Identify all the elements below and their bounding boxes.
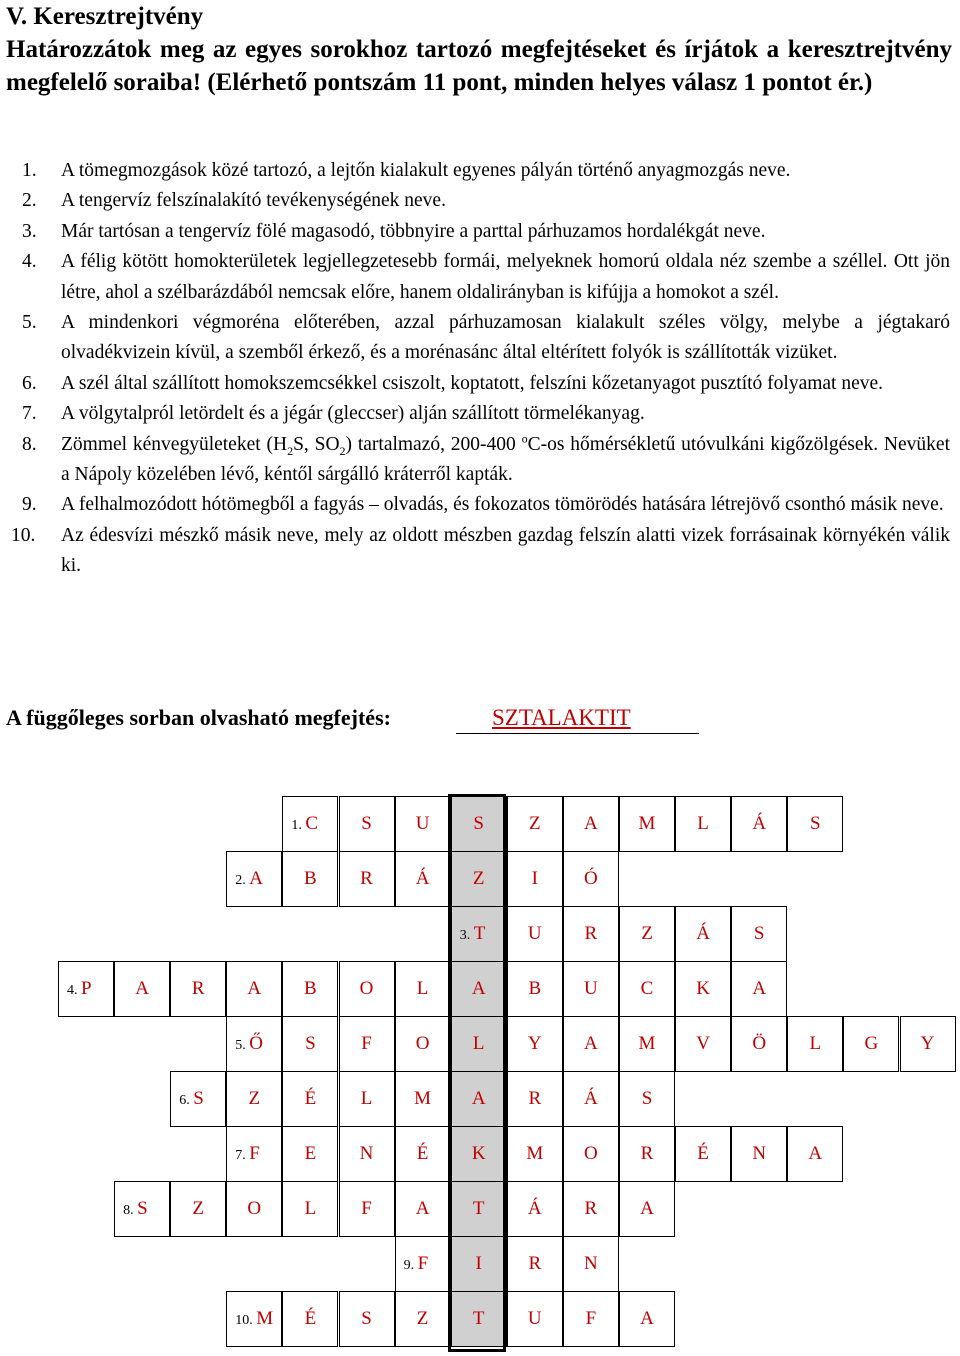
- crossword-cell[interactable]: [170, 961, 226, 1017]
- crossword-cell[interactable]: [619, 1126, 675, 1182]
- crossword-row-start-cell[interactable]: [226, 1016, 282, 1072]
- crossword-cell[interactable]: [282, 1291, 338, 1347]
- crossword-cell[interactable]: [675, 961, 731, 1017]
- crossword-cell[interactable]: [787, 796, 843, 852]
- crossword-cell[interactable]: [563, 1181, 619, 1237]
- crossword-letter: I: [475, 1253, 482, 1274]
- crossword-row-number: 2.: [235, 873, 250, 888]
- crossword-cell[interactable]: [787, 1016, 843, 1072]
- answer-label: A függőleges sorban olvasható megfejtés:: [6, 705, 391, 730]
- crossword-cell[interactable]: [731, 1126, 787, 1182]
- crossword-cell[interactable]: [451, 1016, 507, 1072]
- crossword-letter: R: [191, 978, 205, 999]
- crossword-row-number: 1.: [291, 818, 306, 833]
- crossword-row-number: 7.: [235, 1148, 250, 1163]
- crossword-cell[interactable]: [395, 1181, 451, 1237]
- crossword-letter: I: [531, 868, 538, 889]
- crossword-cell[interactable]: [507, 906, 563, 962]
- crossword-letter: É: [416, 1143, 429, 1164]
- crossword-cell[interactable]: [451, 796, 507, 852]
- crossword-letter: T: [473, 923, 486, 944]
- crossword-cell[interactable]: [507, 1291, 563, 1347]
- crossword-cell[interactable]: [787, 1126, 843, 1182]
- crossword-cell[interactable]: [563, 1016, 619, 1072]
- question-number: 2.: [22, 190, 37, 212]
- crossword-row-start-cell[interactable]: [226, 1291, 282, 1347]
- crossword-letter: K: [696, 978, 710, 999]
- crossword-letter: Z: [416, 1308, 429, 1329]
- crossword-letter: Á: [584, 1088, 598, 1109]
- crossword-cell[interactable]: [282, 961, 338, 1017]
- crossword-cell[interactable]: [282, 1016, 338, 1072]
- crossword-letter: Z: [248, 1088, 261, 1109]
- section-title: V. Keresztrejtvény: [6, 3, 204, 30]
- crossword-letter: Z: [192, 1198, 204, 1219]
- crossword-row-number: 4.: [67, 983, 81, 998]
- crossword-letter: F: [361, 1033, 372, 1054]
- crossword-letter: N: [359, 1143, 374, 1164]
- crossword-letter: N: [752, 1143, 767, 1164]
- crossword-letter: M: [414, 1088, 432, 1109]
- crossword-cell[interactable]: [395, 1016, 451, 1072]
- crossword-cell[interactable]: [507, 1181, 563, 1237]
- subscript: 2: [339, 443, 346, 458]
- crossword-cell[interactable]: [507, 1016, 563, 1072]
- crossword-cell[interactable]: [226, 1181, 282, 1237]
- crossword-cell[interactable]: [563, 961, 619, 1017]
- crossword-cell[interactable]: [507, 796, 563, 852]
- crossword-letter: R: [360, 868, 373, 889]
- question-number: 5.: [22, 312, 37, 334]
- crossword-cell[interactable]: [563, 851, 619, 907]
- crossword-letter: Y: [527, 1033, 542, 1054]
- crossword-row-start-cell[interactable]: [114, 1181, 170, 1237]
- question-number: 9.: [22, 494, 37, 516]
- crossword-letter: R: [640, 1143, 654, 1164]
- crossword-letter: U: [527, 1308, 542, 1329]
- question-text: Már tartósan a tengervíz fölé magasodó, többnyire a parttal párhuzamos hordalékgát neve.: [61, 220, 766, 242]
- crossword-letter: S: [361, 1308, 372, 1329]
- question-text: A szél által szállított homokszemcsékkel csiszolt, koptatott, felszíni kőzetanyagot pusztító folyamat neve.: [61, 372, 884, 394]
- crossword-cell[interactable]: [507, 1071, 563, 1127]
- crossword-row-number: 10.: [235, 1313, 257, 1328]
- text-part: ) tartalmazó, 200-400: [345, 433, 522, 455]
- crossword-letter: Á: [415, 868, 430, 889]
- crossword-letter: U: [527, 923, 542, 944]
- crossword-letter: U: [415, 813, 430, 834]
- crossword-cell[interactable]: [731, 796, 787, 852]
- crossword-cell[interactable]: [507, 851, 563, 907]
- crossword-cell[interactable]: [339, 1291, 395, 1347]
- question-number: 10.: [11, 524, 36, 546]
- crossword-letter: M: [638, 1033, 656, 1054]
- crossword-cell[interactable]: [451, 1126, 507, 1182]
- text-part: S, SO: [293, 433, 340, 455]
- crossword-row-number: 9.: [403, 1258, 418, 1273]
- crossword-letter: A: [752, 978, 767, 999]
- crossword-cell[interactable]: [282, 1071, 338, 1127]
- crossword-letter: R: [584, 1198, 598, 1219]
- crossword-letter: R: [528, 1088, 542, 1109]
- crossword-letter: Z: [528, 813, 541, 834]
- crossword-cell[interactable]: [395, 796, 451, 852]
- crossword-letter: M: [526, 1143, 544, 1164]
- crossword-row-start-cell[interactable]: [226, 1126, 282, 1182]
- crossword-cell[interactable]: [900, 1016, 956, 1072]
- question-number: 8.: [22, 433, 37, 455]
- crossword-letter: L: [472, 1033, 485, 1054]
- crossword-letter: M: [638, 813, 656, 834]
- crossword-letter: O: [415, 1033, 430, 1054]
- crossword-cell[interactable]: [339, 851, 395, 907]
- crossword-letter: A: [471, 978, 486, 999]
- crossword-letter: C: [305, 813, 319, 834]
- crossword-letter: S: [753, 923, 765, 944]
- crossword-letter: C: [640, 978, 654, 999]
- answer-value: SZTALAKTIT: [492, 705, 631, 730]
- crossword-cell[interactable]: [451, 961, 507, 1017]
- crossword-letter: G: [864, 1033, 879, 1054]
- question-text: A felhalmozódott hótömegből a fagyás – olvadás, és fokozatos tömörödés hatására létrejövő csonthó másik neve.: [61, 494, 944, 516]
- crossword-cell[interactable]: [507, 1236, 563, 1292]
- crossword-cell[interactable]: [619, 1016, 675, 1072]
- crossword-letter: Ó: [584, 868, 598, 889]
- crossword-letter: V: [696, 1033, 710, 1054]
- crossword-cell[interactable]: [339, 961, 395, 1017]
- crossword-cell[interactable]: [843, 1016, 899, 1072]
- crossword-cell[interactable]: [563, 1071, 619, 1127]
- crossword-row-start-cell[interactable]: [226, 851, 282, 907]
- crossword-cell[interactable]: [339, 1016, 395, 1072]
- crossword-letter: Á: [752, 813, 767, 834]
- crossword-letter: O: [247, 1198, 262, 1219]
- crossword-cell[interactable]: [282, 1181, 338, 1237]
- crossword-letter: T: [472, 1308, 485, 1329]
- question-text: Az édesvízi mészkő másik neve, mely az oldott mészben gazdag felszín alatti vizek forrásainak környékén válik ki.: [61, 524, 950, 577]
- crossword-letter: A: [135, 978, 149, 999]
- crossword-cell[interactable]: [395, 961, 451, 1017]
- question-number: 7.: [22, 403, 37, 425]
- text-part: C-os hőmérsékletű utóvulkáni kigőzölgések. Nevüket a Nápoly közelében lévő, kéntől sárgálló kráterről kapták.: [61, 433, 950, 486]
- crossword-cell[interactable]: [451, 851, 507, 907]
- crossword-letter: A: [471, 1088, 486, 1109]
- crossword-letter: Z: [472, 868, 485, 889]
- instruction-text: Határozzátok meg az egyes sorokhoz tartozó megfejtéseket és írjátok a keresztrejtvény megfelelő soraiba! (Elérhető pontszám 11 pont, minden helyes válasz 1 pontot ér.): [6, 36, 952, 96]
- crossword-letter: M: [256, 1308, 274, 1329]
- crossword-letter: T: [472, 1198, 485, 1219]
- crossword-row-number: 5.: [235, 1038, 250, 1053]
- crossword-cell[interactable]: [563, 1126, 619, 1182]
- crossword-cell[interactable]: [339, 1181, 395, 1237]
- crossword-cell[interactable]: [619, 961, 675, 1017]
- crossword-letter: S: [137, 1198, 148, 1219]
- crossword-letter: Á: [527, 1198, 542, 1219]
- question-text: A félig kötött homokterületek legjellegzetesebb formái, melyeknek homorú oldala néz szembe a széllel. Ott jön létre, ahol a szélbarázdából nemcsak előre, hanem oldalirányban is kifújja a homokot a szél.: [61, 251, 950, 303]
- crossword-cell[interactable]: [395, 1071, 451, 1127]
- crossword-row-start-cell[interactable]: [58, 961, 114, 1017]
- crossword-cell[interactable]: [675, 1126, 731, 1182]
- crossword-letter: O: [584, 1143, 598, 1164]
- crossword-cell[interactable]: [507, 961, 563, 1017]
- crossword-row-start-cell[interactable]: [451, 906, 507, 962]
- crossword-letter: F: [361, 1198, 372, 1219]
- crossword-letter: R: [584, 923, 598, 944]
- crossword-cell[interactable]: [619, 1181, 675, 1237]
- crossword-letter: A: [640, 1308, 654, 1329]
- crossword-letter: A: [249, 868, 264, 889]
- crossword-cell[interactable]: [395, 851, 451, 907]
- crossword-letter: S: [193, 1088, 204, 1109]
- crossword-letter: B: [528, 978, 542, 999]
- crossword-letter: R: [528, 1253, 542, 1274]
- crossword-row-number: 3.: [459, 928, 474, 943]
- crossword-letter: U: [584, 978, 598, 999]
- crossword-cell[interactable]: [339, 1071, 395, 1127]
- crossword-cell[interactable]: [563, 1236, 619, 1292]
- crossword-letter: L: [304, 1198, 317, 1219]
- crossword-cell[interactable]: [282, 1126, 338, 1182]
- crossword-cell[interactable]: [170, 1181, 226, 1237]
- crossword-letter: L: [809, 1033, 822, 1054]
- crossword-letter: Ő: [249, 1033, 264, 1054]
- crossword-cell[interactable]: [451, 1181, 507, 1237]
- superscript: o: [521, 431, 528, 446]
- question-number: 4.: [22, 251, 37, 273]
- crossword-letter: S: [361, 813, 372, 834]
- crossword-letter: S: [810, 813, 821, 834]
- crossword-row-start-cell[interactable]: [170, 1071, 226, 1127]
- question-text: A tömegmozgások közé tartozó, a lejtőn kialakult egyenes pályán történő anyagmozgás neve.: [61, 160, 791, 181]
- crossword-row-number: 8.: [123, 1203, 138, 1218]
- question-number: 1.: [22, 160, 37, 181]
- crossword-letter: É: [697, 1143, 709, 1164]
- crossword-letter: Y: [920, 1033, 935, 1054]
- crossword-letter: A: [640, 1198, 654, 1219]
- crossword-letter: B: [304, 868, 317, 889]
- crossword-cell[interactable]: [451, 1291, 507, 1347]
- crossword-letter: A: [247, 978, 262, 999]
- crossword-cell[interactable]: [731, 1016, 787, 1072]
- crossword-cell[interactable]: [731, 906, 787, 962]
- crossword-cell[interactable]: [731, 961, 787, 1017]
- crossword-letter: L: [697, 813, 709, 834]
- crossword-cell[interactable]: [619, 1291, 675, 1347]
- crossword-cell[interactable]: [507, 1126, 563, 1182]
- crossword-letter: S: [473, 813, 484, 834]
- crossword-letter: P: [81, 978, 92, 999]
- question-text: A tengervíz felszínalakító tevékenységének neve.: [61, 190, 446, 212]
- crossword-letter: O: [359, 978, 374, 999]
- question-text: A mindenkori végmoréna előterében, azzal párhuzamosan kialakult széles völgy, melybe a jégtakaró olvadékvizein kívül, a szemből érkező, és a morénasánc által eltérített folyók is szállították vizüket.: [61, 312, 950, 364]
- crossword-letter: F: [417, 1253, 429, 1274]
- crossword-letter: N: [584, 1253, 598, 1274]
- crossword-letter: Z: [641, 923, 653, 944]
- crossword-letter: S: [305, 1033, 316, 1054]
- crossword-letter: E: [304, 1143, 317, 1164]
- crossword-row-number: 6.: [179, 1093, 194, 1108]
- crossword-letter: Ö: [752, 1033, 767, 1054]
- crossword-letter: A: [584, 1033, 598, 1054]
- crossword-cell[interactable]: [395, 1126, 451, 1182]
- crossword-row-start-cell[interactable]: [282, 796, 338, 852]
- crossword-cell[interactable]: [395, 1291, 451, 1347]
- crossword-letter: F: [249, 1143, 260, 1164]
- crossword-letter: B: [304, 978, 317, 999]
- crossword-letter: A: [808, 1143, 823, 1164]
- crossword-letter: F: [585, 1308, 597, 1329]
- crossword-letter: L: [416, 978, 429, 999]
- crossword-letter: Á: [696, 923, 710, 944]
- crossword-cell[interactable]: [619, 1071, 675, 1127]
- crossword-cell[interactable]: [114, 961, 170, 1017]
- crossword-letter: L: [360, 1088, 373, 1109]
- crossword-cell[interactable]: [226, 961, 282, 1017]
- crossword-cell[interactable]: [339, 796, 395, 852]
- question-text: A völgytalpról letördelt és a jégár (gleccser) alján szállított törmelékanyag.: [61, 403, 645, 425]
- question-number: 6.: [22, 372, 37, 394]
- subscript: 2: [287, 443, 294, 458]
- crossword-cell[interactable]: [675, 906, 731, 962]
- crossword-cell[interactable]: [451, 1236, 507, 1292]
- crossword-cell[interactable]: [563, 906, 619, 962]
- crossword-row-start-cell[interactable]: [395, 1236, 451, 1292]
- crossword-cell[interactable]: [339, 1126, 395, 1182]
- crossword-cell[interactable]: [451, 1071, 507, 1127]
- crossword-letter: É: [304, 1088, 317, 1109]
- crossword-cell[interactable]: [675, 1016, 731, 1072]
- question-number: 3.: [22, 220, 37, 242]
- crossword-cell[interactable]: [563, 796, 619, 852]
- crossword-letter: É: [304, 1308, 317, 1329]
- crossword-cell[interactable]: [226, 1071, 282, 1127]
- crossword-cell[interactable]: [675, 796, 731, 852]
- crossword-cell[interactable]: [282, 851, 338, 907]
- crossword-cell[interactable]: [563, 1291, 619, 1347]
- crossword-letter: A: [584, 813, 598, 834]
- crossword-cell[interactable]: [619, 796, 675, 852]
- crossword-letter: K: [471, 1143, 486, 1164]
- crossword-letter: S: [641, 1088, 653, 1109]
- crossword-cell[interactable]: [619, 906, 675, 962]
- crossword-letter: A: [415, 1198, 430, 1219]
- text-part: Zömmel kénvegyületeket (H: [61, 433, 288, 455]
